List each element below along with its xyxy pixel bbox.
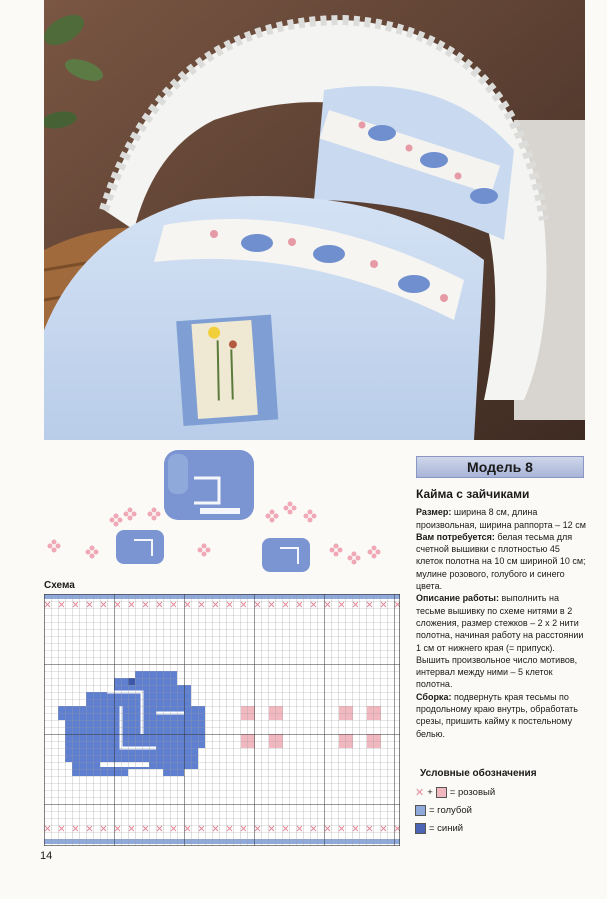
legend-label-light-blue: = голубой [429,805,472,816]
work-text: выполнить на тесьме вышивку по схеме нитями в 2 сложения, размер стежков – 2 х 2 нити полотна, начиная работу на расстоянии 1 см от нижнего края (= припуск). Вышить произвольное число мотивов, интервал между ними – 5 клеток полотна. [416,593,584,690]
cross-stitch-chart [44,594,400,846]
article-text [416,488,586,740]
legend-item-pink [415,786,495,799]
article-title: Кайма с зайчиками [416,487,530,501]
schema-label: Схема [44,580,75,591]
bassinet-photo [44,0,585,440]
legend-label-blue: = синий [429,823,464,834]
assembly-label: Сборка: [416,691,452,702]
legend-item-light-blue [415,805,472,816]
legend-label-pink: = розовый [449,787,496,798]
needs-label: Вам потребуется: [416,531,495,542]
legend-item-blue [415,823,463,834]
work-paragraph [416,592,586,690]
light-blue-swatch-icon [415,805,426,816]
size-paragraph [416,506,586,531]
motif-preview [44,448,400,578]
page-number: 14 [40,850,53,862]
size-label: Размер: [416,507,452,518]
motif-preview-svg [44,448,400,578]
model-header: Модель 8 [416,456,584,478]
legend-title: Условные обозначения [420,768,537,779]
needs-paragraph [416,531,586,592]
small-bunny-motif-right [262,538,310,572]
small-bunny-motif-left [116,530,164,564]
blue-swatch-icon [415,823,426,834]
assembly-paragraph [416,691,586,740]
cross-stitch-icon: ✕ [415,787,425,799]
cross-stitch-grid [44,594,400,846]
pink-swatch-icon [436,787,447,798]
needs-text: белая тесьма для счетной вышивки с плотностью 45 клеток полотна на 10 см шириной 10 см; мулине розового, голубого и синего цвета. [416,531,586,592]
legend-plus: + [427,787,433,798]
bassinet-photo-illustration [44,0,585,440]
work-label: Описание работы: [416,593,499,604]
size-text: ширина 8 см, длина произвольная, ширина раппорта – 12 см [416,507,586,530]
large-bunny-motif [164,450,254,520]
assembly-text: подвернуть края тесьмы по продольному краю внутрь, обработать срезы, пришить кайму к постельному белью. [416,691,578,739]
